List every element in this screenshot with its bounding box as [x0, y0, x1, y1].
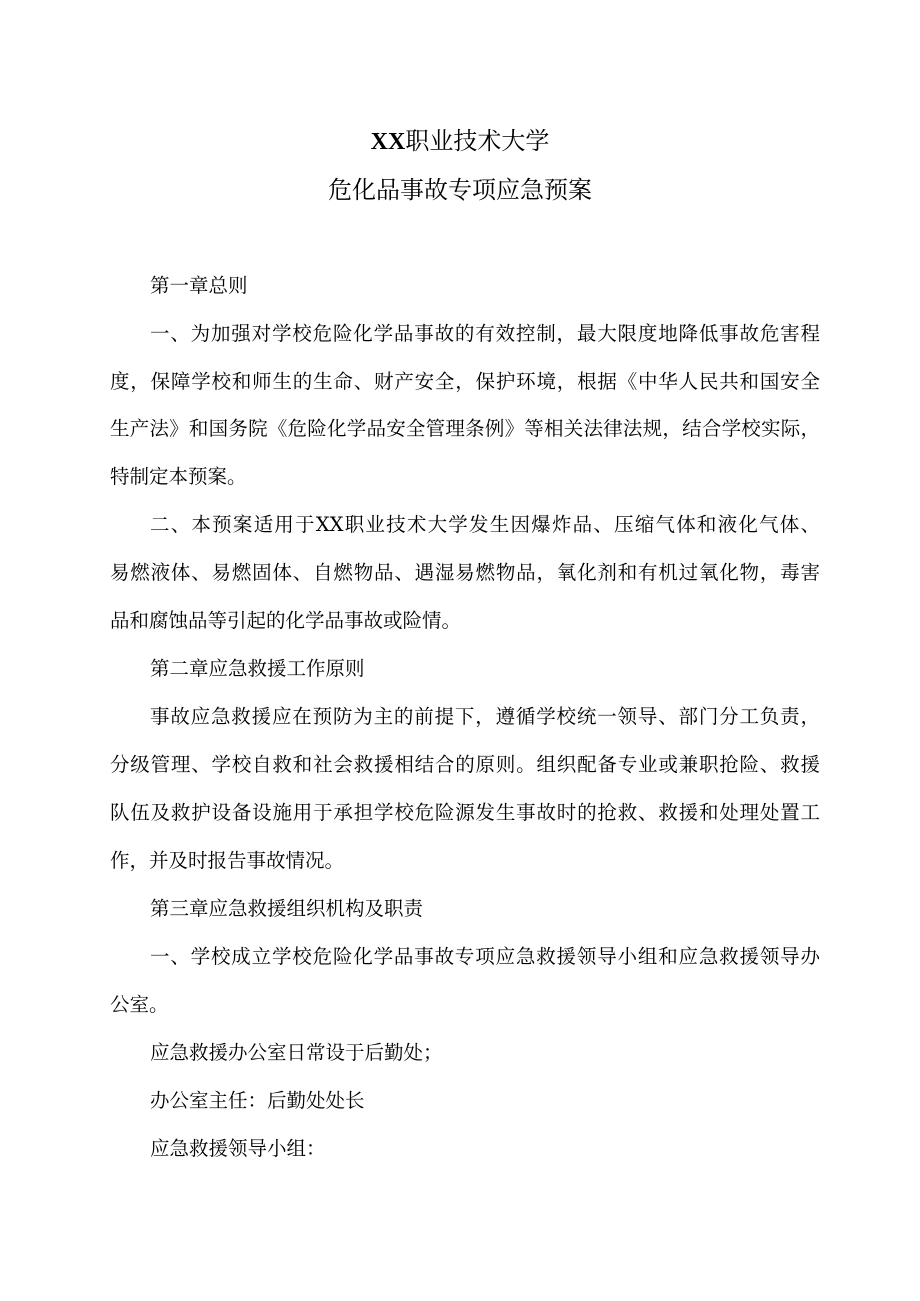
paragraph-line: 作，并及时报告事故情况。	[110, 849, 345, 872]
title-prefix: XX	[370, 129, 406, 155]
chapter-2-heading: 第二章应急救援工作原则	[150, 657, 365, 680]
title-rest: 职业技术大学	[405, 127, 550, 155]
paragraph-line: 特制定本预案。	[110, 465, 247, 488]
paragraph-line: 度，保障学校和师生的生命、财产安全，保护环境，根据《中华人民共和国安全	[110, 370, 820, 393]
paragraph-line: 二、本预案适用于XX职业技术大学发生因爆炸品、压缩气体和液化气体、	[150, 513, 820, 536]
chapter-3-heading: 第三章应急救援组织机构及职责	[150, 897, 424, 920]
paragraph-line: 队伍及救护设备设施用于承担学校危险源发生事故时的抢救、救援和处理处置工	[110, 801, 820, 824]
paragraph-line: 事故应急救援应在预防为主的前提下，遵循学校统一领导、部门分工负责，	[150, 705, 820, 728]
paragraph-line: 生产法》和国务院《危险化学品安全管理条例》等相关法律法规，结合学校实际，	[110, 417, 820, 440]
paragraph-line: 公室。	[110, 993, 169, 1016]
document-title	[0, 126, 920, 157]
chapter-1-heading: 第一章总则	[150, 274, 248, 297]
document-subtitle: 危化品事故专项应急预案	[328, 176, 592, 204]
paragraph-line: 分级管理、学校自救和社会救援相结合的原则。组织配备专业或兼职抢险、救援	[110, 753, 820, 776]
paragraph-line: 办公室主任：后勤处处长	[150, 1089, 365, 1112]
paragraph-line: 应急救援办公室日常设于后勤处；	[150, 1041, 443, 1064]
paragraph-line: 一、为加强对学校危险化学品事故的有效控制，最大限度地降低事故危害程	[150, 322, 820, 345]
paragraph-line: 应急救援领导小组：	[150, 1137, 326, 1160]
paragraph-line: 品和腐蚀品等引起的化学品事故或险情。	[110, 609, 462, 632]
paragraph-line: 易燃液体、易燃固体、自燃物品、遇湿易燃物品，氧化剂和有机过氧化物，毒害	[110, 561, 820, 584]
paragraph-line: 一、学校成立学校危险化学品事故专项应急救援领导小组和应急救援领导办	[150, 945, 820, 968]
